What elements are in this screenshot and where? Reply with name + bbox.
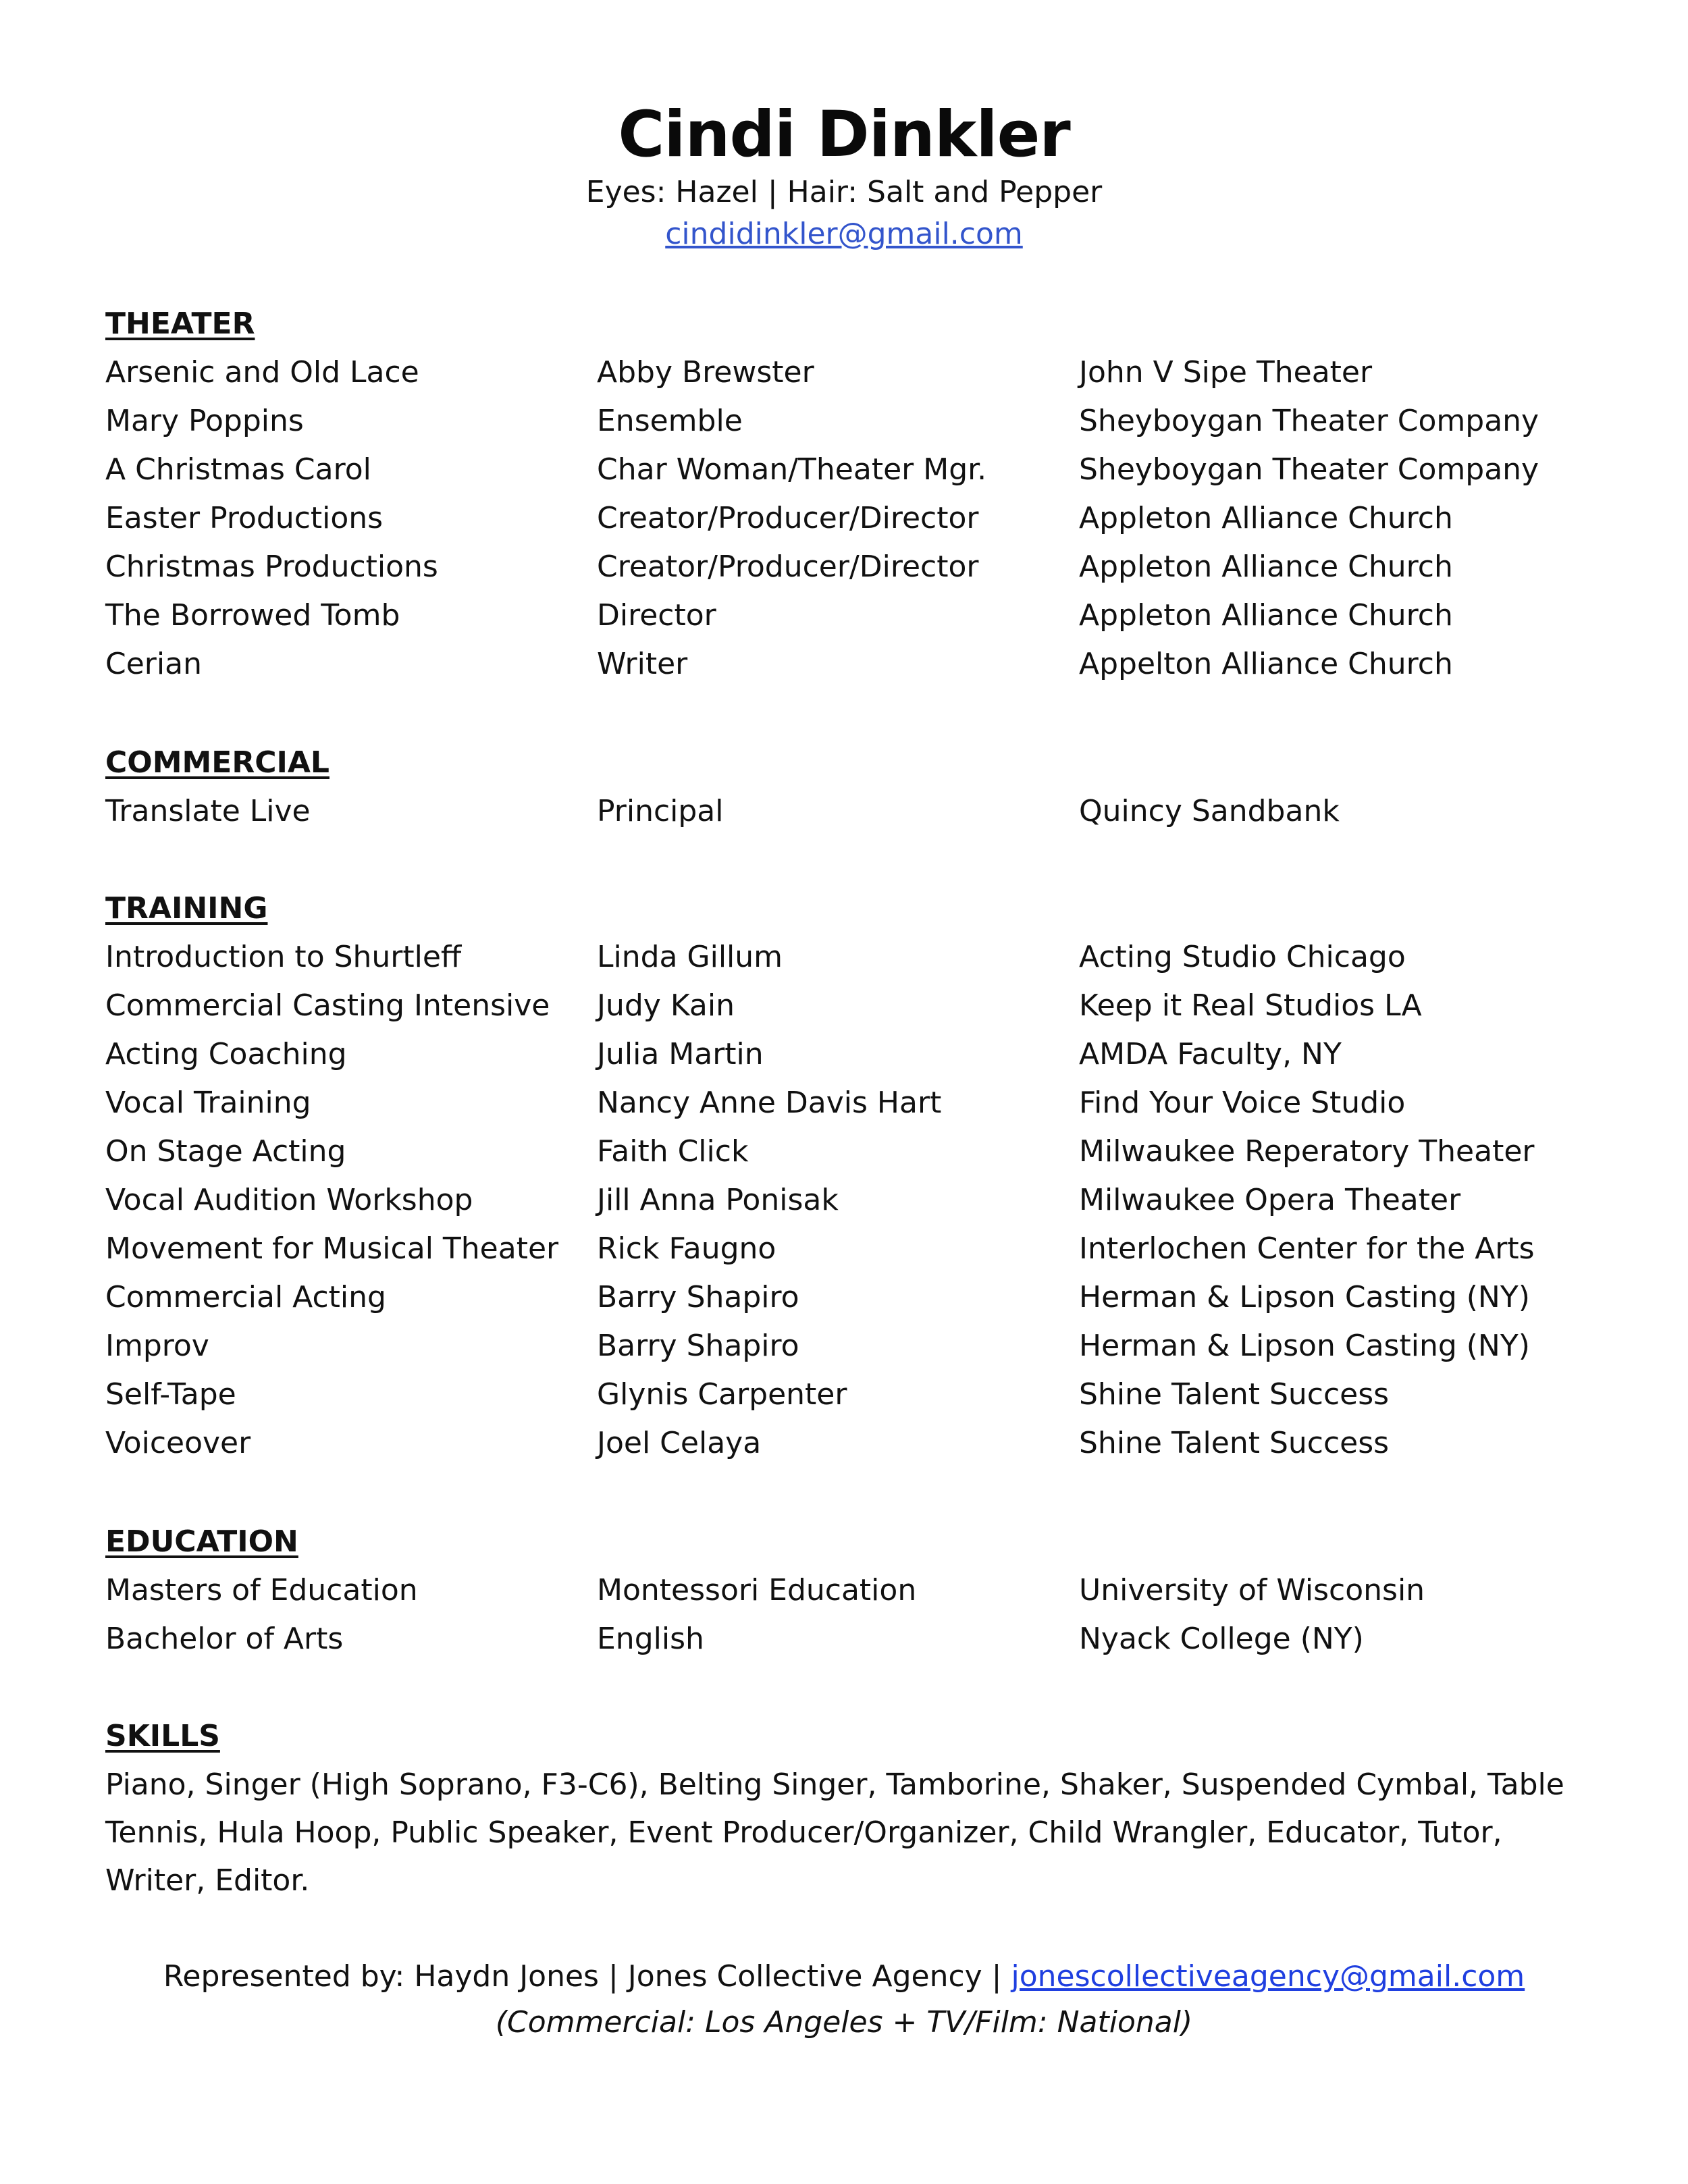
degree: Masters of Education <box>105 1573 418 1607</box>
training-row <box>105 1030 1625 1079</box>
credit-title: Arsenic and Old Lace <box>105 355 419 390</box>
training-teacher: Barry Shapiro <box>597 1329 799 1363</box>
training-row <box>105 1322 1625 1370</box>
credit-title: Easter Productions <box>105 501 384 535</box>
skills-text: Piano, Singer (High Soprano, F3-C6), Belting Singer, Tamborine, Shaker, Suspended Cymbal, Table Tennis, Hula Hoop, Public Speaker, Event Producer/Organizer, Child Wrangler, Educator, Tutor, Writer, Editor. <box>105 1767 1564 1898</box>
credit-venue: Appleton Alliance Church <box>1079 598 1453 633</box>
training-studio: Keep it Real Studios LA <box>1079 988 1422 1023</box>
education-list <box>105 1566 1625 1663</box>
training-course: Commercial Casting Intensive <box>105 988 550 1023</box>
training-row <box>105 1225 1625 1273</box>
credit-row <box>105 446 1625 494</box>
credit-director: Quincy Sandbank <box>1079 794 1340 828</box>
training-row <box>105 1079 1625 1127</box>
credit-row <box>105 397 1625 446</box>
resume-header <box>0 95 1688 255</box>
credit-role: Creator/Producer/Director <box>597 550 979 584</box>
training-studio: Shine Talent Success <box>1079 1377 1390 1412</box>
credit-role: Creator/Producer/Director <box>597 501 979 535</box>
training-row <box>105 933 1625 982</box>
training-studio: Herman & Lipson Casting (NY) <box>1079 1280 1530 1314</box>
theater-heading: THEATER <box>105 307 255 341</box>
training-list <box>105 933 1625 1468</box>
training-teacher: Glynis Carpenter <box>597 1377 847 1412</box>
training-row <box>105 1176 1625 1225</box>
credit-role: Writer <box>597 647 688 681</box>
training-studio: Milwaukee Opera Theater <box>1079 1183 1461 1217</box>
credit-role: Abby Brewster <box>597 355 814 390</box>
commercial-heading: COMMERCIAL <box>105 745 329 780</box>
training-course: Movement for Musical Theater <box>105 1231 559 1266</box>
agency-email-link[interactable]: jonescollectiveagency@gmail.com <box>1011 1959 1525 1994</box>
credit-role: Ensemble <box>597 404 743 438</box>
credit-title: Mary Poppins <box>105 404 304 438</box>
credit-venue: Appleton Alliance Church <box>1079 550 1453 584</box>
degree: Bachelor of Arts <box>105 1622 344 1656</box>
credit-venue: Sheyboygan Theater Company <box>1079 452 1539 487</box>
training-teacher: Jill Anna Ponisak <box>597 1183 839 1217</box>
credit-role: Principal <box>597 794 724 828</box>
training-course: Introduction to Shurtleff <box>105 940 462 974</box>
training-course: Vocal Training <box>105 1086 311 1120</box>
training-studio: Acting Studio Chicago <box>1079 940 1406 974</box>
training-row <box>105 1370 1625 1419</box>
training-course: Self-Tape <box>105 1377 236 1412</box>
training-studio: AMDA Faculty, NY <box>1079 1037 1342 1071</box>
training-heading: TRAINING <box>105 891 268 926</box>
credit-venue: Appleton Alliance Church <box>1079 501 1453 535</box>
credit-venue: Sheyboygan Theater Company <box>1079 404 1539 438</box>
credit-row <box>105 494 1625 543</box>
field-of-study: Montessori Education <box>597 1573 917 1607</box>
representation-line <box>0 1954 1688 2000</box>
credit-row <box>105 543 1625 591</box>
training-studio: Find Your Voice Studio <box>1079 1086 1406 1120</box>
credit-title: Cerian <box>105 647 202 681</box>
actor-name: Cindi Dinkler <box>618 98 1070 171</box>
representation-footer <box>0 1954 1688 2046</box>
institution: Nyack College (NY) <box>1079 1622 1364 1656</box>
training-course: Voiceover <box>105 1426 251 1460</box>
institution: University of Wisconsin <box>1079 1573 1425 1607</box>
credit-title: A Christmas Carol <box>105 452 371 487</box>
training-teacher: Joel Celaya <box>597 1426 762 1460</box>
training-row <box>105 982 1625 1030</box>
email-link[interactable]: cindidinkler@gmail.com <box>665 217 1023 251</box>
credit-row <box>105 348 1625 397</box>
training-course: On Stage Acting <box>105 1134 346 1169</box>
theater-list <box>105 348 1625 689</box>
training-course: Acting Coaching <box>105 1037 347 1071</box>
training-teacher: Rick Faugno <box>597 1231 776 1266</box>
training-row <box>105 1127 1625 1176</box>
credit-title: Christmas Productions <box>105 550 438 584</box>
training-studio: Herman & Lipson Casting (NY) <box>1079 1329 1530 1363</box>
credit-row <box>105 787 1625 836</box>
represented-by: Represented by: Haydn Jones | Jones Collective Agency | <box>163 1959 1011 1994</box>
training-row <box>105 1419 1625 1468</box>
credit-venue: Appelton Alliance Church <box>1079 647 1453 681</box>
credit-row <box>105 640 1625 689</box>
credit-title: Translate Live <box>105 794 311 828</box>
credit-role: Char Woman/Theater Mgr. <box>597 452 987 487</box>
training-teacher: Nancy Anne Davis Hart <box>597 1086 942 1120</box>
training-course: Commercial Acting <box>105 1280 386 1314</box>
training-teacher: Faith Click <box>597 1134 749 1169</box>
education-heading: EDUCATION <box>105 1524 298 1559</box>
credit-title: The Borrowed Tomb <box>105 598 400 633</box>
education-row <box>105 1566 1625 1615</box>
training-course: Vocal Audition Workshop <box>105 1183 473 1217</box>
training-teacher: Julia Martin <box>597 1037 764 1071</box>
commercial-list <box>105 787 1625 836</box>
representation-note: (Commercial: Los Angeles + TV/Film: National) <box>495 2005 1193 2040</box>
training-course: Improv <box>105 1329 209 1363</box>
credit-venue: John V Sipe Theater <box>1079 355 1373 390</box>
training-studio: Milwaukee Reperatory Theater <box>1079 1134 1535 1169</box>
training-studio: Shine Talent Success <box>1079 1426 1390 1460</box>
physical-features: Eyes: Hazel | Hair: Salt and Pepper <box>585 175 1103 209</box>
skills-heading: SKILLS <box>105 1719 220 1753</box>
training-teacher: Linda Gillum <box>597 940 783 974</box>
training-row <box>105 1273 1625 1322</box>
credit-role: Director <box>597 598 716 633</box>
training-studio: Interlochen Center for the Arts <box>1079 1231 1535 1266</box>
education-row <box>105 1615 1625 1663</box>
training-teacher: Barry Shapiro <box>597 1280 799 1314</box>
field-of-study: English <box>597 1622 704 1656</box>
credit-row <box>105 591 1625 640</box>
training-teacher: Judy Kain <box>597 988 735 1023</box>
